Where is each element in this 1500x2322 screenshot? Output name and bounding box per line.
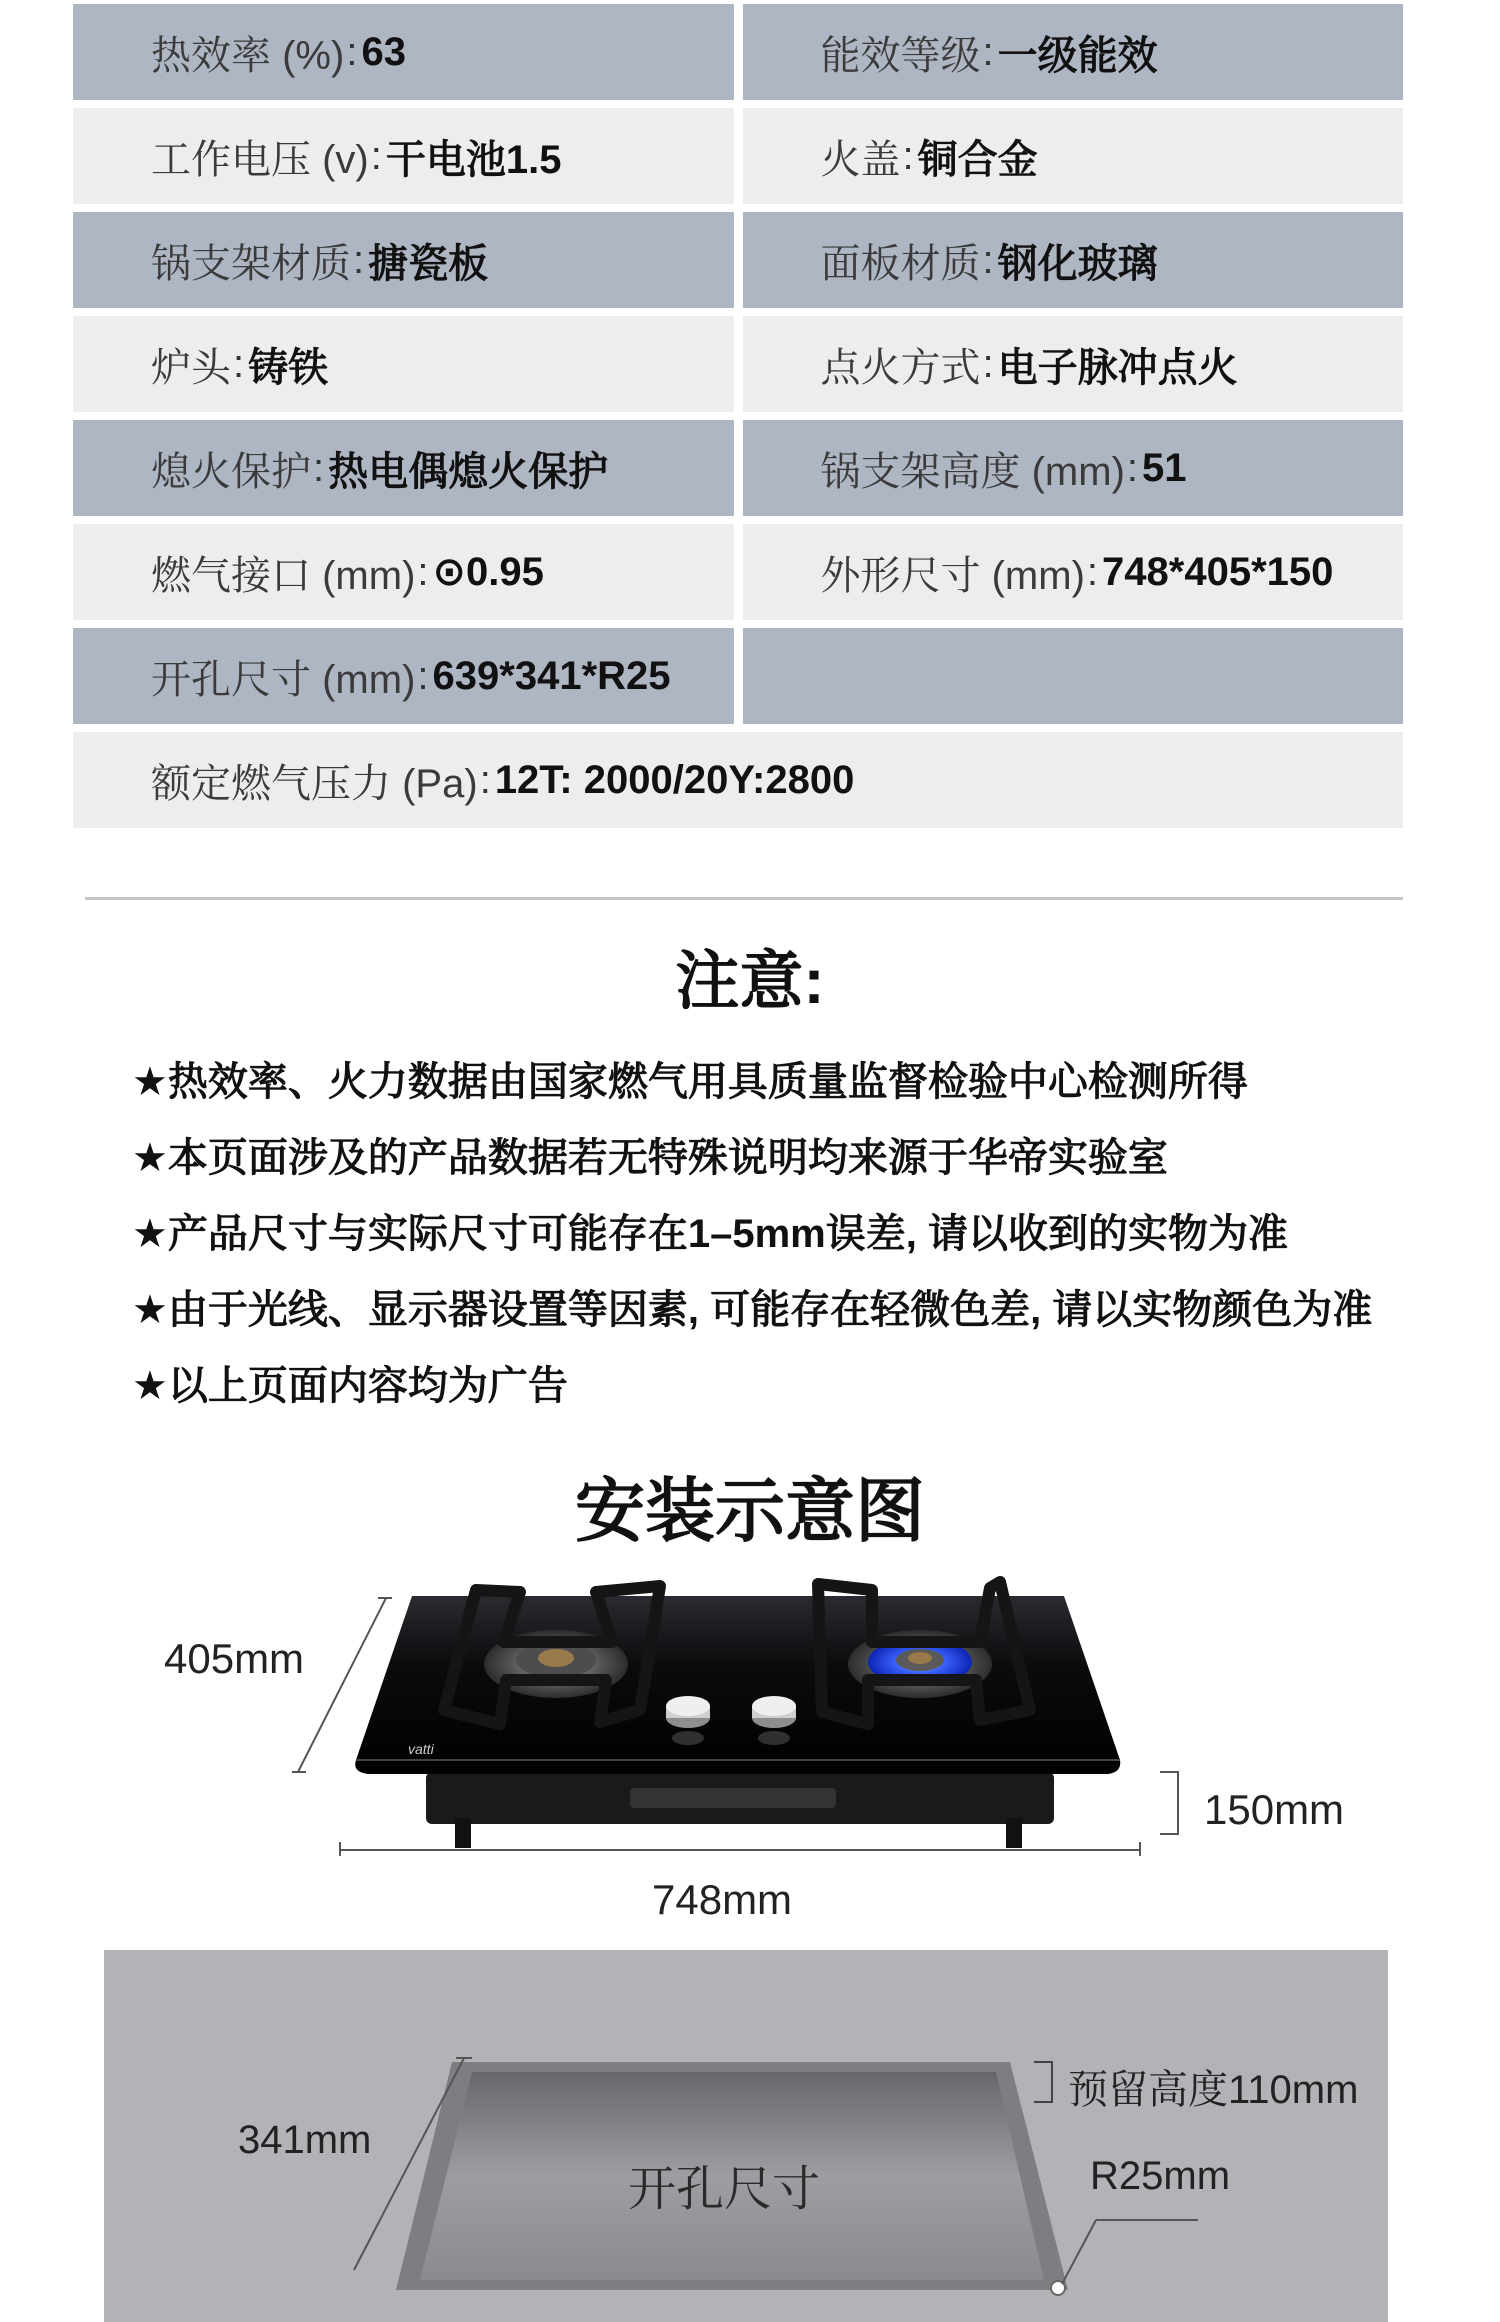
spec-cell-empty (743, 628, 1404, 724)
notice-title: 注意: (675, 945, 825, 1017)
spec-label: 额定燃气压力 (Pa) (151, 761, 478, 806)
brand-logo: vatti (408, 1741, 434, 1757)
spec-cell-burner-cap: 火盖 : 铜合金 (743, 108, 1404, 204)
spec-label: 锅支架材质 (151, 241, 351, 286)
radius-label: R25mm (1090, 2154, 1231, 2198)
spec-value: 热电偶熄火保护 (328, 449, 609, 494)
reserve-height-bracket (1034, 2062, 1052, 2102)
spec-cell-energy-grade: 能效等级 : 一级能效 (743, 4, 1404, 100)
spec-value: 639*341*R25 (432, 653, 671, 698)
spec-cell-pan-support-material: 锅支架材质 : 搪瓷板 (73, 212, 734, 308)
spec-value: 电子脉冲点火 (997, 345, 1238, 390)
section-divider (85, 897, 1403, 900)
spec-row (73, 212, 1403, 308)
spec-row (73, 108, 1403, 204)
notice-list (132, 1055, 1372, 1435)
spec-cell-pan-support-height: 锅支架高度 (mm) : 51 (743, 420, 1404, 516)
spec-row (73, 420, 1403, 516)
spec-table (73, 4, 1403, 836)
spec-value: ⊙0.95 (432, 550, 544, 594)
spec-cell-outer-size: 外形尺寸 (mm) : 748*405*150 (743, 524, 1404, 620)
spec-cell-burner-head: 炉头 : 铸铁 (73, 316, 734, 412)
spec-value: 12T: 2000/20Y:2800 (494, 757, 855, 802)
notice-item: ★产品尺寸与实际尺寸可能存在1–5mm误差, 请以收到的实物为准 (132, 1212, 1288, 1256)
depth-label: 405mm (164, 1635, 305, 1682)
spec-value: 搪瓷板 (368, 241, 489, 286)
spec-value: 钢化玻璃 (997, 241, 1158, 286)
spec-cell-flame-protection: 熄火保护 : 热电偶熄火保护 (73, 420, 734, 516)
spec-row (73, 524, 1403, 620)
spec-label: 燃气接口 (mm) (151, 553, 416, 598)
spec-label: 面板材质 (820, 241, 981, 286)
spec-cell-gas-inlet: 燃气接口 (mm) : ⊙0.95 (73, 524, 734, 620)
spec-cell-gas-pressure: 额定燃气压力 (Pa) : 12T: 2000/20Y:2800 (73, 732, 1403, 828)
height-dimension-bracket (1160, 1772, 1178, 1834)
spec-value: 一级能效 (997, 33, 1158, 78)
notice-item: ★本页面涉及的产品数据若无特殊说明均来源于华帝实验室 (132, 1136, 1168, 1180)
gas-stove-illustration (0, 1560, 1500, 1890)
notice-item: ★以上页面内容均为广告 (132, 1364, 568, 1408)
notice-item: ★由于光线、显示器设置等因素, 可能存在轻微色差, 请以实物颜色为准 (132, 1288, 1373, 1332)
spec-label: 点火方式 (820, 345, 981, 390)
reserve-height-label: 预留高度110mm (1068, 2068, 1359, 2112)
spec-label: 熄火保护 (151, 449, 311, 494)
spec-label: 火盖 (820, 137, 901, 182)
spec-label: 开孔尺寸 (mm) (151, 657, 416, 702)
spec-label: 能效等级 (820, 33, 981, 78)
spec-cell-thermal-efficiency: 热效率 (%) : 63 (73, 4, 734, 100)
spec-row (73, 628, 1403, 724)
spec-row (73, 732, 1403, 828)
spec-value: 748*405*150 (1102, 549, 1334, 594)
width-label: 748mm (652, 1876, 793, 1923)
spec-value: 铸铁 (248, 345, 329, 390)
cutout-diagram (104, 1950, 1388, 2322)
cutout-depth-label: 341mm (238, 2118, 372, 2162)
notice-item: ★热效率、火力数据由国家燃气用具质量监督检验中心检测所得 (132, 1060, 1248, 1104)
spec-label: 外形尺寸 (mm) (820, 553, 1085, 598)
spec-label: 热效率 (%) (151, 33, 345, 78)
spec-label: 工作电压 (v) (151, 137, 369, 182)
height-label: 150mm (1204, 1786, 1345, 1833)
spec-label: 锅支架高度 (mm) (820, 449, 1125, 494)
spec-cell-voltage: 工作电压 (v) : 干电池1.5 (73, 108, 734, 204)
spec-label: 炉头 (151, 345, 231, 390)
spec-value: 铜合金 (917, 137, 1038, 182)
spec-row (73, 316, 1403, 412)
install-title: 安装示意图 (575, 1472, 925, 1550)
spec-cell-cutout-size: 开孔尺寸 (mm) : 639*341*R25 (73, 628, 734, 724)
spec-value: 63 (361, 29, 406, 74)
spec-value: 干电池1.5 (385, 137, 562, 182)
spec-cell-ignition: 点火方式 : 电子脉冲点火 (743, 316, 1404, 412)
spec-value: 51 (1142, 445, 1187, 490)
spec-row (73, 4, 1403, 100)
cutout-center-label: 开孔尺寸 (628, 2163, 821, 2216)
spec-cell-panel-material: 面板材质 : 钢化玻璃 (743, 212, 1404, 308)
